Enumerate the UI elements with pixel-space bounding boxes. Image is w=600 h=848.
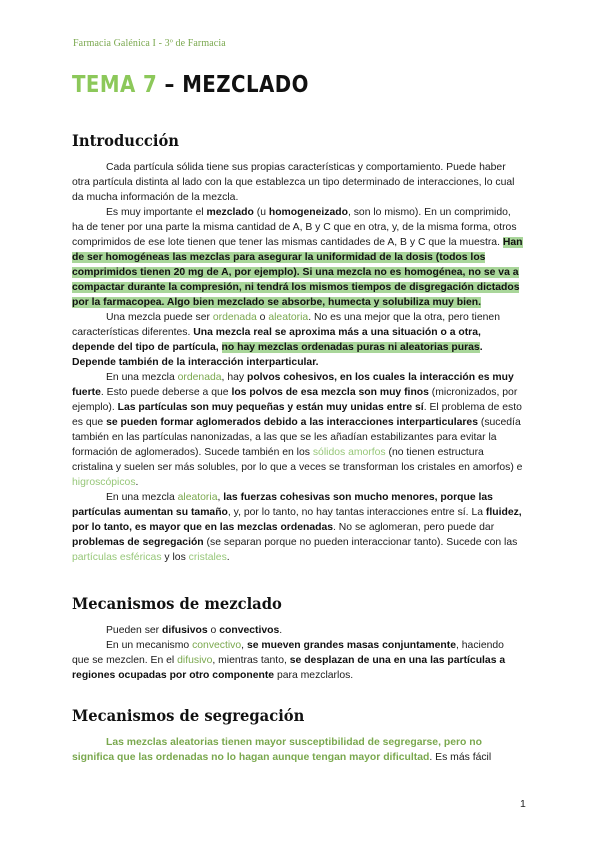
intro-paragraph-3: Una mezcla puede ser ordenada o aleatoria. No es una mejor que la otra, pero tienen características diferentes. Una mezcla real se aproxima más a una situación o a otra, depende del tipo de partícula, no hay mezclas ordenadas puras ni aleatorias puras. Depende también de la interacción interparticular. [72,312,500,368]
green-bold-statement: Las mezclas aleatorias tienen mayor susceptibilidad de segregarse, pero no significa que las ordenadas no lo hagan aunque tengan mayor dificultad [72,737,482,763]
page-number: 1 [520,798,526,810]
intro-body [72,160,524,565]
term-convectivo: convectivo [192,640,242,651]
highlighted-text: no hay mezclas ordenadas puras ni aleatorias puras [221,342,480,353]
mixing-paragraph-2: En un mecanismo convectivo, se mueven grandes masas conjuntamente, haciendo que se mezclen. En el difusivo, mientras tanto, se desplazan de una en una las partículas a regiones ocupadas por otro componente para mezclarlos. [72,640,506,681]
term-difusivo: difusivo [177,655,213,666]
mixing-paragraph-1: Pueden ser difusivos o convectivos. [106,625,283,636]
intro-paragraph-4: En una mezcla ordenada, hay polvos cohesivos, en los cuales la interacción es muy fuerte. Esto puede deberse a que los polvos de esa mezcla son muy finos (micronizados, por ejemplo). Las partículas son muy pequeñas y están muy unidas entre sí. El problema de esto es que se pueden formar aglomerados debido a las interacciones interparticulares (sucedía también en las partículas nanonizadas, a las que se les añadían estabilizantes para evitar la formación de aglomerados). Sucede también en los sólidos amorfos (no tienen estructura cristalina y suelen ser más solubles, por lo que a veces se transforman los cristales en amorfos) e higroscópicos. [72,372,523,488]
highlighted-text: Han de ser homogéneas las mezclas para asegurar la uniformidad de la dosis (todos los comprimidos tienen 20 mg de A, por ejemplo). Si una mezcla no es homogénea, no se va a compactar durante la compresión, ni tendrá los mismos tiempos de disgregación dictados por la farmacopea. Algo bien mezclado se absorbe, humecta y solubiliza muy bien. [72,237,523,308]
term-aleatoria: aleatoria [177,492,218,503]
running-header: Farmacia Galénica I - 3º de Farmacia [73,38,226,49]
mixing-body [72,623,524,683]
term-solidos-amorfos: sólidos amorfos [312,447,386,458]
title-dash: – [157,72,183,98]
intro-paragraph-1: Cada partícula sólida tiene sus propias características y comportamiento. Puede haber otra partícula distinta al lado con la que establezca un tipo determinado de interacciones, lo cual da mucha información de la mezcla. [72,162,515,203]
term-cristales: cristales [188,552,227,563]
term-aleatoria: aleatoria [268,312,309,323]
term-particulas-esfericas: partículas esféricas [72,552,162,563]
section-heading-introduccion: Introducción [72,131,179,150]
topic-name: MEZCLADO [182,72,309,98]
page-title [72,72,309,98]
term-higroscopicos: higroscópicos [72,477,136,488]
segregation-body [72,735,524,765]
section-heading-mecanismos-mezclado: Mecanismos de mezclado [72,594,282,613]
segregation-paragraph-1: Las mezclas aleatorias tienen mayor susceptibilidad de segregarse, pero no significa que las ordenadas no lo hagan aunque tengan mayor dificultad. Es más fácil [72,737,492,763]
section-heading-mecanismos-segregacion: Mecanismos de segregación [72,706,305,725]
intro-paragraph-5: En una mezcla aleatoria, las fuerzas cohesivas son mucho menores, porque las partículas aumentan su tamaño, y, por lo tanto, no hay tantas interacciones entre sí. La fluidez, por lo tanto, es mayor que en las mezclas ordenadas. No se aglomeran, pero puede dar problemas de segregación (se separan porque no pueden interaccionar tanto). Sucede con las partículas esféricas y los cristales. [72,492,522,563]
term-ordenada: ordenada [177,372,222,383]
intro-paragraph-2: Es muy importante el mezclado (u homogeneizado, son lo mismo). En un comprimido, ha de tener por una parte la misma cantidad de A, B y C que en otra, y, de la misma forma, otros comprimidos de ese lote tienen que tener las mismas cantidades de A, B y C que la muestra. Han de ser homogéneas las mezclas para asegurar la uniformidad de la dosis (todos los comprimidos tienen 20 mg de A, por ejemplo). Si una mezcla no es homogénea, no se va a compactar durante la compresión, ni tendrá los mismos tiempos de disgregación dictados por la farmacopea. Algo bien mezclado se absorbe, humecta y solubiliza muy bien. [72,207,523,308]
topic-number: TEMA 7 [72,72,158,98]
term-ordenada: ordenada [212,312,257,323]
